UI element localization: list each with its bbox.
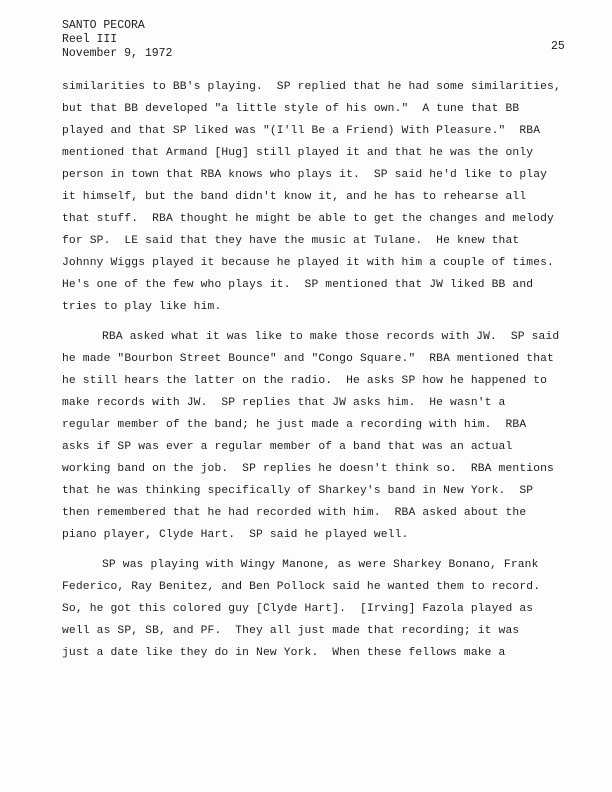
text-line: SP was playing with Wingy Manone, as were Sharkey Bonano, Frank — [102, 559, 539, 571]
text-line: working band on the job. SP replies he doesn't think so. RBA mentions — [62, 463, 554, 475]
interview-date: November 9, 1972 — [62, 47, 173, 60]
text-line: that stuff. RBA thought he might be able to get the changes and melody — [62, 213, 554, 225]
text-line: that he was thinking specifically of Sharkey's band in New York. SP — [62, 485, 534, 497]
text-line: regular member of the band; he just made a recording with him. RBA — [62, 419, 527, 431]
text-line: Federico, Ray Benitez, and Ben Pollock said he wanted them to record. — [62, 581, 541, 593]
reel-label: Reel III — [62, 33, 118, 46]
text-line: piano player, Clyde Hart. SP said he played well. — [62, 529, 409, 541]
interviewee-name: SANTO PECORA — [62, 19, 145, 32]
text-line: just a date like they do in New York. When these fellows make a — [62, 647, 506, 659]
text-line: for SP. LE said that they have the music at Tulane. He knew that — [62, 235, 520, 247]
text-line: similarities to BB's playing. SP replied that he had some similarities, — [62, 81, 561, 93]
text-line: tries to play like him. — [62, 301, 222, 313]
page-number: 25 — [551, 40, 565, 53]
text-line: played and that SP liked was "(I'll Be a Friend) With Pleasure." RBA — [62, 125, 541, 137]
text-line: So, he got this colored guy [Clyde Hart]. [Irving] Fazola played as — [62, 603, 534, 615]
text-line: then remembered that he had recorded with him. RBA asked about the — [62, 507, 527, 519]
text-line: but that BB developed "a little style of his own." A tune that BB — [62, 103, 520, 115]
text-line: He's one of the few who plays it. SP mentioned that JW liked BB and — [62, 279, 534, 291]
text-line: mentioned that Armand [Hug] still played it and that he was the only — [62, 147, 534, 159]
text-line: person in town that RBA knows who plays it. SP said he'd like to play — [62, 169, 548, 181]
text-line: he still hears the latter on the radio. He asks SP how he happened to — [62, 375, 548, 387]
text-line: it himself, but the band didn't know it, and he has to rehearse all — [62, 191, 527, 203]
text-line: well as SP, SB, and PF. They all just made that recording; it was — [62, 625, 520, 637]
text-line: make records with JW. SP replies that JW asks him. He wasn't a — [62, 397, 506, 409]
text-line: asks if SP was ever a regular member of a band that was an actual — [62, 441, 513, 453]
text-line: RBA asked what it was like to make those records with JW. SP said — [102, 331, 560, 343]
text-line: he made "Bourbon Street Bounce" and "Congo Square." RBA mentioned that — [62, 353, 554, 365]
text-line: Johnny Wiggs played it because he played it with him a couple of times. — [62, 257, 554, 269]
